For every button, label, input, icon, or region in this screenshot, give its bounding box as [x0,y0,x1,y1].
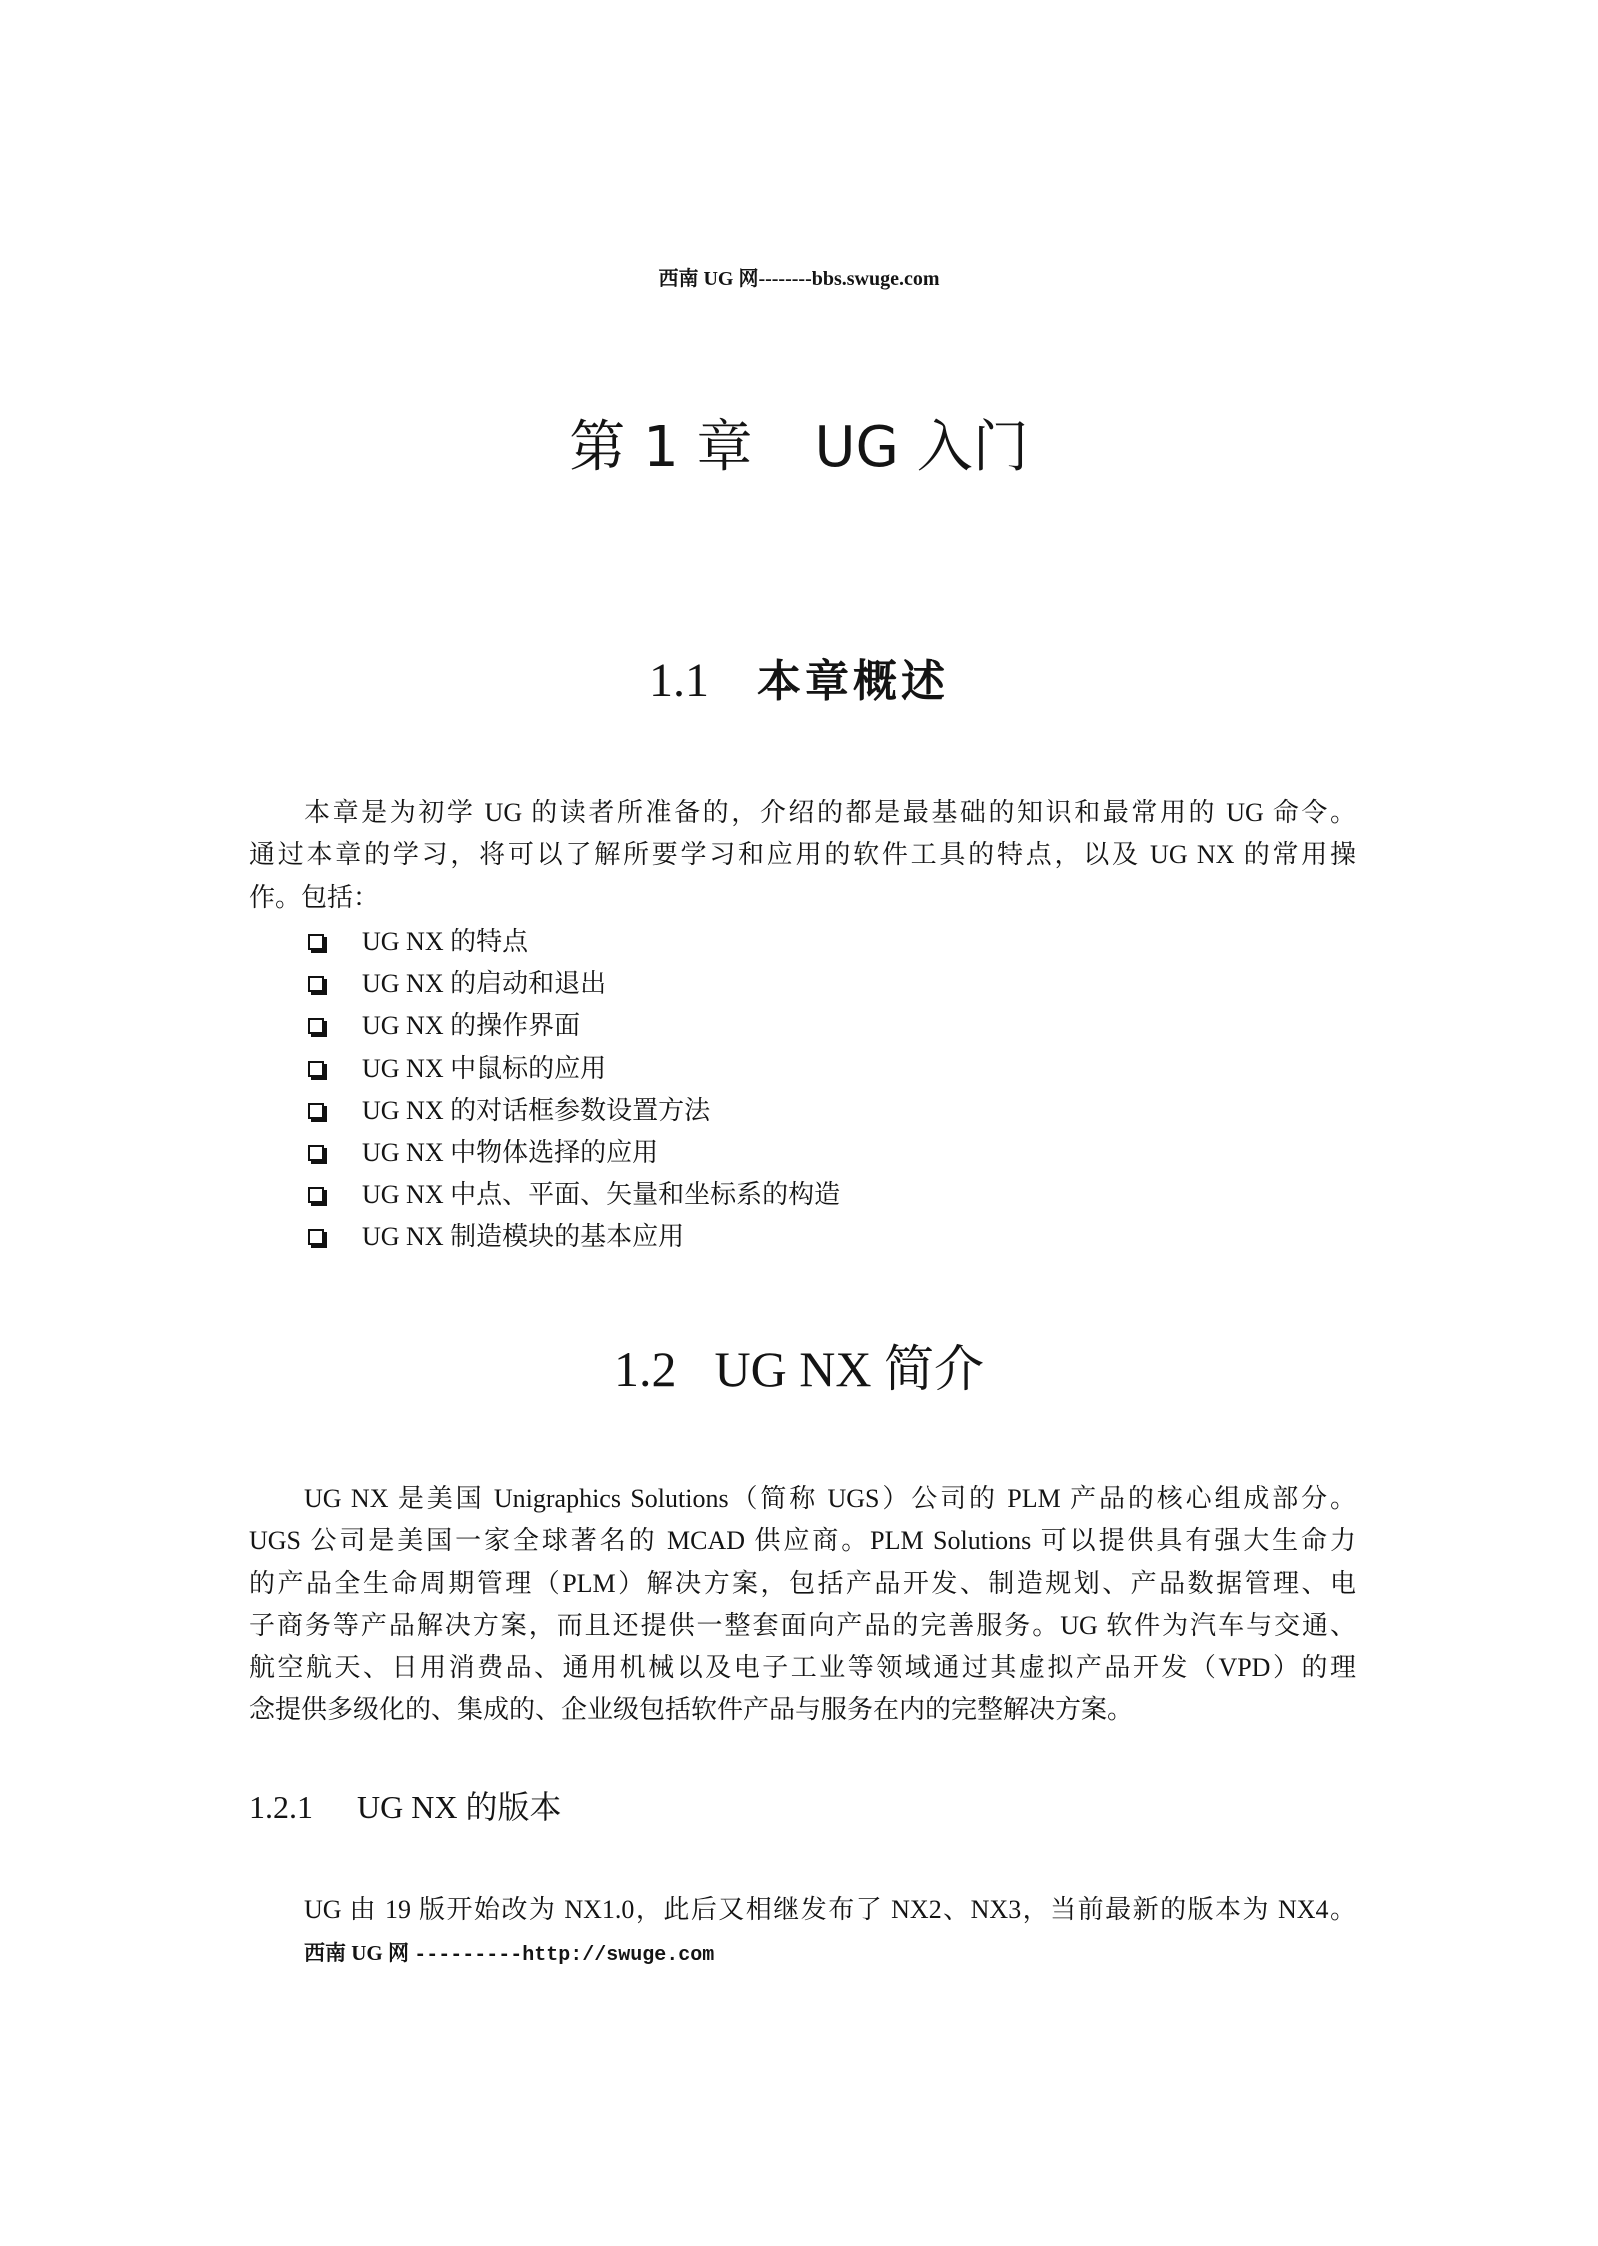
section-title: UG NX 简介 [714,1341,984,1397]
paragraph-line: 通过本章的学习，将可以了解所要学习和应用的软件工具的特点，以及 UG NX 的常用操 [249,840,1356,870]
list-item [306,1132,1206,1174]
list-item-text: UG NX 中物体选择的应用 [362,1137,659,1167]
paragraph-line: 子商务等产品解决方案，而且还提供一整套面向产品的完善服务。UG 软件为汽车与交通、 [249,1610,1356,1640]
subsection-title: UG NX 的版本 [357,1789,562,1825]
list-item-text: UG NX 的操作界面 [362,1011,581,1041]
checkbox-bullet-icon [308,1018,324,1034]
section-heading-1-2 [0,1337,1598,1414]
paragraph-line: UG NX 是美国 Unigraphics Solutions（简称 UGS）公司的 PLM 产品的核心组成部分。 [304,1484,1356,1513]
paragraph-line: 航空航天、日用消费品、通用机械以及电子工业等领域通过其虚拟产品开发（VPD）的理 [249,1653,1356,1683]
list-item-text: UG NX 中点、平面、矢量和坐标系的构造 [362,1180,841,1210]
page-footer [304,1938,714,1971]
list-item [306,1216,1206,1258]
paragraph-line: 念提供多级化的、集成的、企业级包括软件产品与服务在内的完整解决方案。 [249,1695,1134,1725]
list-item [306,921,1206,963]
section-1-1-paragraph [249,792,1356,919]
section-1-2-paragraph [249,1478,1356,1732]
list-item-text: UG NX 的启动和退出 [362,969,607,999]
footer-site-name: 西南 UG 网 [304,1941,409,1965]
list-item [306,963,1206,1005]
page-header: 西南 UG 网--------bbs.swuge.com [658,268,940,290]
list-item [306,1005,1206,1047]
list-item [306,1048,1206,1090]
paragraph-line: UGS 公司是美国一家全球著名的 MCAD 供应商。PLM Solutions 可以提供具有强大生命力 [249,1526,1356,1556]
list-item-text: UG NX 的特点 [362,927,529,956]
chapter-title [0,412,1598,484]
chapter-number: 第 1 章 [569,415,753,480]
checkbox-bullet-icon [308,976,324,992]
footer-url: ---------http://swuge.com [414,1944,715,1967]
chapter-name: UG 入门 [814,415,1029,480]
paragraph-line: UG 由 19 版开始改为 NX1.0，此后又相继发布了 NX2、NX3，当前最新的版本为 NX4。 [304,1895,1356,1924]
list-item-text: UG NX 制造模块的基本应用 [362,1222,685,1252]
checkbox-bullet-icon [308,1061,324,1077]
topics-list [306,921,1206,1259]
checkbox-bullet-icon [308,1229,324,1245]
checkbox-bullet-icon [308,1187,324,1203]
section-number: 1.2 [614,1341,677,1397]
subsection-1-2-1-paragraph [249,1889,1356,1931]
section-title: 本章概述 [757,656,949,707]
subsection-heading-1-2-1 [249,1785,561,1829]
list-item-text: UG NX 中鼠标的应用 [362,1053,607,1083]
list-item [306,1174,1206,1216]
paragraph-line: 的产品全生命周期管理（PLM）解决方案，包括产品开发、制造规划、产品数据管理、电 [249,1568,1356,1598]
section-heading-1-1 [0,650,1598,723]
list-item [306,1090,1206,1132]
checkbox-bullet-icon [308,934,324,950]
checkbox-bullet-icon [308,1103,324,1119]
checkbox-bullet-icon [308,1145,324,1161]
list-item-text: UG NX 的对话框参数设置方法 [362,1095,711,1125]
subsection-number: 1.2.1 [249,1789,313,1825]
section-number: 1.1 [649,654,709,707]
paragraph-line: 作。包括： [249,882,380,912]
paragraph-line: 本章是为初学 UG 的读者所准备的，介绍的都是最基础的知识和最常用的 UG 命令。 [304,798,1356,827]
